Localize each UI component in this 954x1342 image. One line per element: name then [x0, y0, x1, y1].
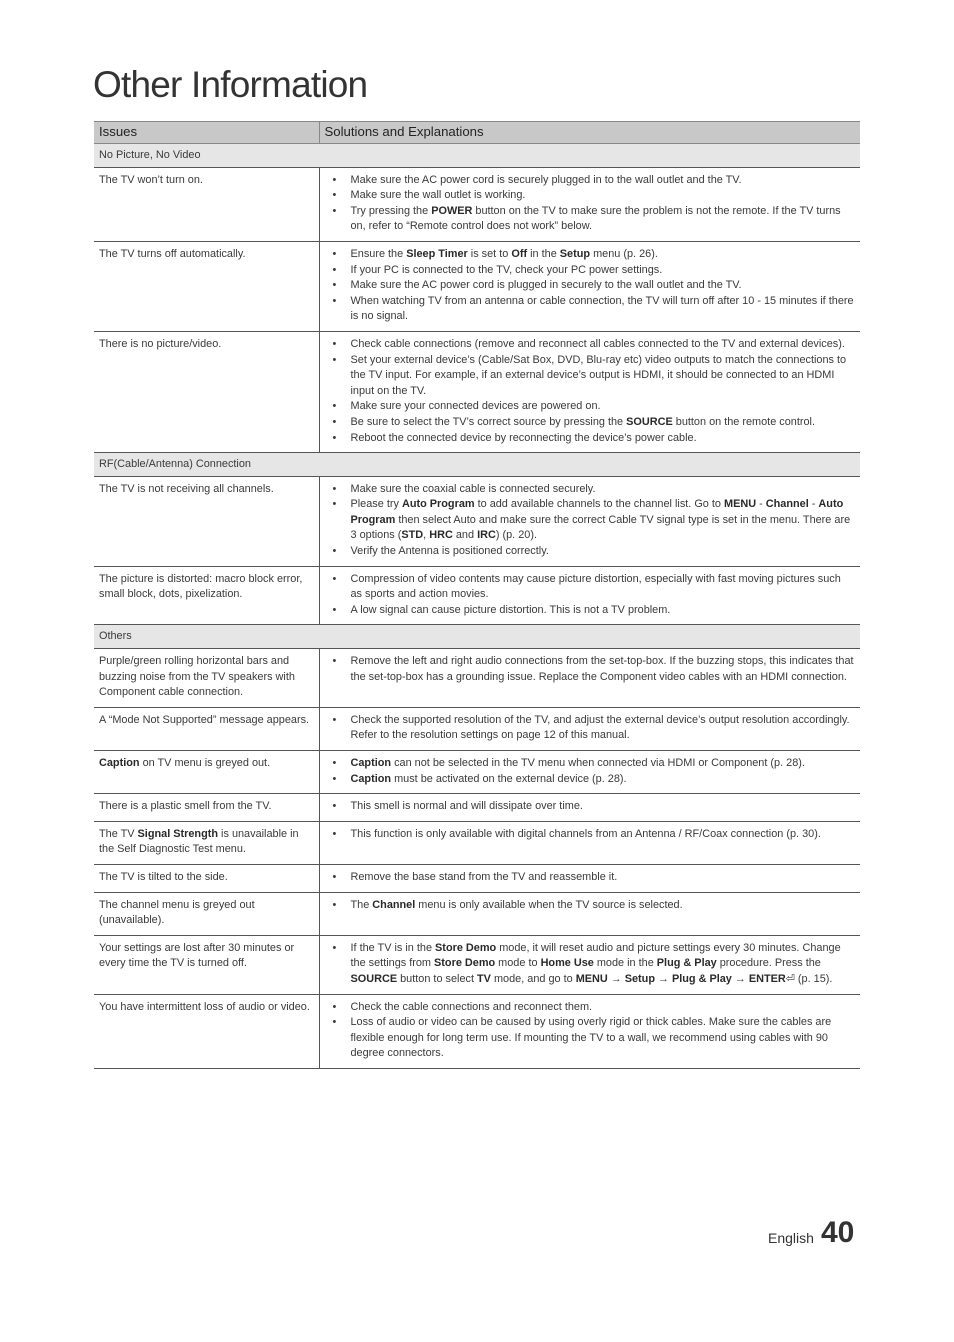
section-row [94, 625, 860, 649]
solution-item: • If the TV is in the Store Demo mode, it will reset audio and picture settings every 30 minutes. Change the settings from Store Demo mode to Home Use mode in the Plug & Play procedure. Press the SOURCE button to select TV mode, and go to MENU → Setup → Plug & Play → ENTER⏎ (p. 15). [325, 941, 856, 988]
table-row [94, 864, 860, 892]
table-row [94, 241, 860, 331]
issue-cell: There is no picture/video. [94, 331, 319, 452]
solution-cell [319, 241, 860, 331]
table-row [94, 935, 860, 994]
table-row [94, 707, 860, 750]
section-title: Others [94, 625, 860, 649]
solution-cell [319, 864, 860, 892]
table-row [94, 994, 860, 1068]
solution-item: • Remove the base stand from the TV and reassemble it. [325, 870, 856, 886]
solution-list [325, 827, 856, 843]
solution-item: • Please try Auto Program to add available channels to the channel list. Go to MENU - Channel - Auto Program then select Auto and make sure the correct Cable TV signal type is set in the menu. There are 3 options (STD, HRC and IRC) (p. 20). [325, 497, 856, 544]
solution-list [325, 654, 856, 685]
table-row [94, 892, 860, 935]
issue-cell: The TV Signal Strength is unavailable in the Self Diagnostic Test menu. [94, 821, 319, 864]
solution-item: • Be sure to select the TV’s correct source by pressing the SOURCE button on the remote control. [325, 415, 856, 431]
section-row [94, 144, 860, 168]
issue-cell: You have intermittent loss of audio or video. [94, 994, 319, 1068]
issue-cell: The TV turns off automatically. [94, 241, 319, 331]
solution-item: • Remove the left and right audio connections from the set-top-box. If the buzzing stops, this indicates that the set-top-box has a grounding issue. Replace the Component video cables with an HDMI connection. [325, 654, 856, 685]
issue-cell: There is a plastic smell from the TV. [94, 794, 319, 822]
solution-item: • This smell is normal and will dissipate over time. [325, 799, 856, 815]
solution-item: • Make sure your connected devices are powered on. [325, 399, 856, 415]
issue-cell: The TV won’t turn on. [94, 167, 319, 241]
solution-cell [319, 649, 860, 708]
solution-cell [319, 476, 860, 566]
solution-item: • This function is only available with digital channels from an Antenna / RF/Coax connection (p. 30). [325, 827, 856, 843]
solution-cell [319, 994, 860, 1068]
solution-list [325, 337, 856, 446]
solution-item: • A low signal can cause picture distortion. This is not a TV problem. [325, 603, 856, 619]
solution-item: • Make sure the coaxial cable is connected securely. [325, 482, 856, 498]
solution-list [325, 247, 856, 325]
table-row [94, 331, 860, 452]
solution-list [325, 941, 856, 988]
solution-cell [319, 821, 860, 864]
solution-cell [319, 935, 860, 994]
issue-cell: A “Mode Not Supported” message appears. [94, 707, 319, 750]
table-row [94, 821, 860, 864]
issue-cell: The channel menu is greyed out (unavailable). [94, 892, 319, 935]
table-row [94, 649, 860, 708]
solution-list [325, 898, 856, 914]
solution-item: • The Channel menu is only available when the TV source is selected. [325, 898, 856, 914]
solution-list [325, 1000, 856, 1062]
page-title: Other Information [93, 64, 368, 105]
table-row [94, 566, 860, 625]
table-row [94, 751, 860, 794]
issue-cell: The picture is distorted: macro block error, small block, dots, pixelization. [94, 566, 319, 625]
solution-item: • Reboot the connected device by reconnecting the device’s power cable. [325, 431, 856, 447]
issue-cell: Your settings are lost after 30 minutes or every time the TV is turned off. [94, 935, 319, 994]
solution-item: • If your PC is connected to the TV, check your PC power settings. [325, 263, 856, 279]
solution-cell [319, 794, 860, 822]
solution-list [325, 756, 856, 787]
solution-list [325, 482, 856, 560]
table-body [94, 144, 860, 1069]
solution-item: • Try pressing the POWER button on the TV to make sure the problem is not the remote. If the TV turns on, refer to “Remote control does not work” below. [325, 204, 856, 235]
solution-list [325, 173, 856, 235]
issue-cell: Purple/green rolling horizontal bars and buzzing noise from the TV speakers with Component cable connection. [94, 649, 319, 708]
page-number: 40 [821, 1216, 855, 1249]
solution-item: • Check the supported resolution of the TV, and adjust the external device’s output resolution accordingly. Refer to the resolution settings on page 12 of this manual. [325, 713, 856, 744]
solution-list [325, 870, 856, 886]
header-solutions: Solutions and Explanations [319, 122, 860, 144]
section-title: RF(Cable/Antenna) Connection [94, 453, 860, 477]
solution-item: • Make sure the AC power cord is plugged in securely to the wall outlet and the TV. [325, 278, 856, 294]
solution-cell [319, 331, 860, 452]
table-header-row [94, 122, 860, 144]
footer-language: English [768, 1230, 814, 1246]
solution-item: • Set your external device’s (Cable/Sat Box, DVD, Blu-ray etc) video outputs to match the connections to the TV input. For example, if an external device’s output is HDMI, it should be connected to an HDMI input on the TV. [325, 353, 856, 400]
solution-cell [319, 167, 860, 241]
solution-list [325, 572, 856, 619]
solution-item: • Make sure the wall outlet is working. [325, 188, 856, 204]
solution-item: • Check the cable connections and reconnect them. [325, 1000, 856, 1016]
solution-item: • When watching TV from an antenna or cable connection, the TV will turn off after 10 - 15 minutes if there is no signal. [325, 294, 856, 325]
solution-list [325, 799, 856, 815]
section-row [94, 453, 860, 477]
issue-cell: The TV is tilted to the side. [94, 864, 319, 892]
solution-item: • Ensure the Sleep Timer is set to Off in the Setup menu (p. 26). [325, 247, 856, 263]
issue-cell: Caption on TV menu is greyed out. [94, 751, 319, 794]
solution-item: • Check cable connections (remove and reconnect all cables connected to the TV and external devices). [325, 337, 856, 353]
solution-item: • Make sure the AC power cord is securely plugged in to the wall outlet and the TV. [325, 173, 856, 189]
solution-cell [319, 707, 860, 750]
troubleshooting-table [94, 121, 860, 1069]
table-row [94, 476, 860, 566]
solution-item: • Caption must be activated on the external device (p. 28). [325, 772, 856, 788]
solution-item: • Loss of audio or video can be caused by using overly rigid or thick cables. Make sure the cables are flexible enough for long term use. If mounting the TV to a wall, we recommend using cables with 90 degree connectors. [325, 1015, 856, 1062]
solution-item: • Caption can not be selected in the TV menu when connected via HDMI or Component (p. 28). [325, 756, 856, 772]
solution-cell [319, 566, 860, 625]
solution-cell [319, 751, 860, 794]
table-row [94, 167, 860, 241]
section-title: No Picture, No Video [94, 144, 860, 168]
solution-list [325, 713, 856, 744]
header-issues: Issues [94, 122, 319, 144]
issue-cell: The TV is not receiving all channels. [94, 476, 319, 566]
solution-cell [319, 892, 860, 935]
table-row [94, 794, 860, 822]
solution-item: • Verify the Antenna is positioned correctly. [325, 544, 856, 560]
solution-item: • Compression of video contents may cause picture distortion, especially with fast moving pictures such as sports and action movies. [325, 572, 856, 603]
